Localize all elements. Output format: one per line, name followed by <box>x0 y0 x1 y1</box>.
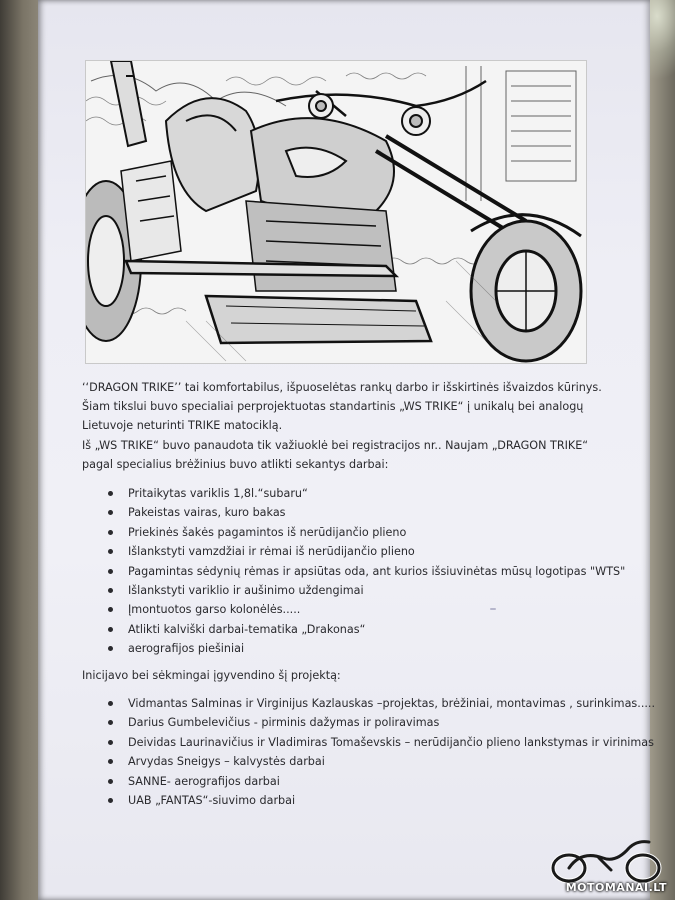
work-item-text: Išlankstyti vamzdžiai ir rėmai iš nerūdijančio plieno <box>128 545 415 559</box>
bullet-icon <box>108 549 113 554</box>
list-item <box>108 620 625 639</box>
work-item-text: Išlankstyti variklio ir aušinimo uždengimai <box>128 583 364 597</box>
paper-speck <box>490 608 496 610</box>
work-item-text: Pritaikytas variklis 1,8l.“subaru“ <box>128 487 308 500</box>
contributor-text: Arvydas Sneigys – kalvystės darbai <box>128 755 325 769</box>
list-item <box>108 752 655 771</box>
contributor-text: Deividas Laurinavičius ir Vladimiras Tomaševskis – nerūdijančio plieno lankstymas ir virinimas <box>128 735 654 749</box>
list-item <box>108 523 625 542</box>
second-paragraph-text: Iš „WS TRIKE“ buvo panaudota tik važiuoklė bei registracijos nr.. Naujam „DRAGON TRIKE“ pagal specialius brėžinius buvo atlikti sekantys darbai: <box>82 439 589 471</box>
contributor-text: UAB „FANTAS“-siuvimo darbai <box>128 793 296 807</box>
contributors-list <box>108 694 655 810</box>
bullet-icon <box>108 798 113 803</box>
bullet-icon <box>108 720 113 725</box>
list-item <box>108 503 625 522</box>
contributors-heading: Inicijavo bei sėkmingai įgyvendino šį projektą: <box>82 669 341 682</box>
bullet-icon <box>108 701 113 706</box>
intro-paragraph <box>82 378 622 435</box>
work-item-text: Įmontuotos garso kolonėlės..... <box>128 603 301 617</box>
background-left <box>0 0 38 900</box>
work-item-text: Priekinės šakės pagamintos iš nerūdijančio plieno <box>128 525 407 539</box>
intro-text: ‘‘DRAGON TRIKE’’ tai komfortabilus, išpuoselėtas rankų darbo ir išskirtinės išvaizdos kūrinys. Šiam tikslui buvo specialiai perprojektuotas standartinis „WS TRIKE“ į unikalų bei analogų Lietuvoje neturinti TRIKE matociklą. <box>82 381 602 432</box>
bullet-icon <box>108 530 113 535</box>
contributor-text: Vidmantas Salminas ir Virginijus Kazlauskas –projektas, brėžiniai, montavimas , surinkimas..... <box>128 697 656 710</box>
list-item <box>108 713 655 732</box>
bullet-icon <box>108 646 113 651</box>
bullet-icon <box>108 759 113 764</box>
bullet-icon <box>108 740 113 745</box>
bullet-icon <box>108 569 113 574</box>
list-item <box>108 791 655 810</box>
list-item <box>108 484 625 503</box>
trike-sketch-image <box>85 60 587 364</box>
list-item <box>108 600 625 619</box>
contributor-text: Darius Gumbelevičius - pirminis dažymas ir poliravimas <box>128 716 440 730</box>
list-item <box>108 694 655 713</box>
watermark-text: MOTOMANAI.LT <box>565 881 667 894</box>
work-item-text: Pakeistas vairas, kuro bakas <box>128 506 286 520</box>
list-item <box>108 639 625 658</box>
bullet-icon <box>108 607 113 612</box>
work-item-text: Atlikti kalviški darbai-tematika „Drakonas“ <box>128 622 366 636</box>
list-item <box>108 581 625 600</box>
works-list <box>108 484 625 659</box>
list-item <box>108 542 625 561</box>
list-item <box>108 733 655 752</box>
work-item-text: Pagamintas sėdynių rėmas ir apsiūtas oda, ant kurios išsiuvinėtas mūsų logotipas "WTS" <box>128 564 626 578</box>
second-paragraph <box>82 436 622 474</box>
bullet-icon <box>108 491 113 496</box>
list-item <box>108 562 625 581</box>
work-item-text: aerografijos piešiniai <box>128 642 245 656</box>
list-item <box>108 772 655 791</box>
bullet-icon <box>108 627 113 632</box>
contributor-text: SANNE- aerografijos darbai <box>128 774 280 788</box>
bullet-icon <box>108 588 113 593</box>
bullet-icon <box>108 779 113 784</box>
bullet-icon <box>108 510 113 515</box>
